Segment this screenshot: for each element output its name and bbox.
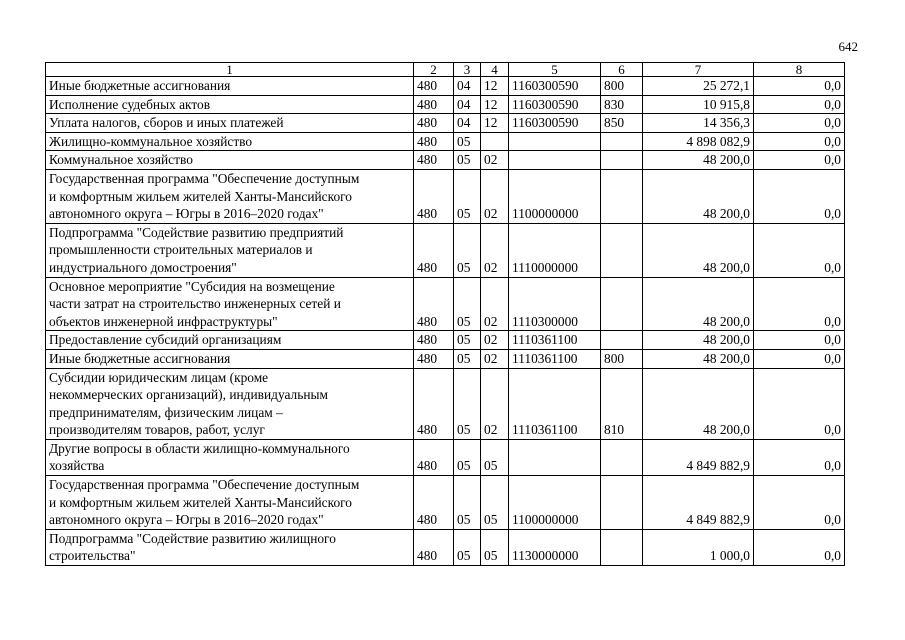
amount-cell: 4 849 882,9 [643,439,754,475]
amount-cell: 48 200,0 [643,151,754,170]
target-article-cell: 1110361100 [509,349,601,368]
subsection-cell [481,132,509,151]
amount-cell-2: 0,0 [754,277,845,331]
amount-cell-2: 0,0 [754,132,845,151]
row-name-cell: Иные бюджетные ассигнования [46,77,414,96]
page-number: 642 [838,39,858,54]
table-row [46,368,845,439]
header-cell: 2 [414,63,454,77]
table-row [46,349,845,368]
amount-cell-2: 0,0 [754,77,845,96]
header-cell: 7 [643,63,754,77]
amount-cell-2: 0,0 [754,95,845,114]
subsection-cell: 12 [481,95,509,114]
expense-type-cell: 830 [601,95,643,114]
amount-cell-2: 0,0 [754,223,845,277]
section-cell: 05 [454,349,481,368]
amount-cell: 48 200,0 [643,331,754,350]
section-cell: 05 [454,331,481,350]
amount-cell-2: 0,0 [754,349,845,368]
table-row [46,529,845,565]
amount-cell: 10 915,8 [643,95,754,114]
row-name-cell: Коммунальное хозяйство [46,151,414,170]
expense-type-cell [601,132,643,151]
rzd-cell: 480 [414,277,454,331]
expense-type-cell: 800 [601,77,643,96]
subsection-cell: 02 [481,331,509,350]
subsection-cell: 02 [481,349,509,368]
header-cell: 6 [601,63,643,77]
rzd-cell: 480 [414,151,454,170]
amount-cell-2: 0,0 [754,114,845,133]
rzd-cell: 480 [414,368,454,439]
row-name-cell: Жилищно-коммунальное хозяйство [46,132,414,151]
amount-cell: 48 200,0 [643,349,754,368]
amount-cell-2: 0,0 [754,368,845,439]
amount-cell-2: 0,0 [754,331,845,350]
table-row [46,331,845,350]
table-row [46,114,845,133]
expense-type-cell [601,476,643,530]
section-cell: 05 [454,476,481,530]
target-article-cell: 1110300000 [509,277,601,331]
table-row [46,476,845,530]
header-cell: 8 [754,63,845,77]
row-name-cell: Государственная программа "Обеспечение доступным и комфортным жильем жителей Ханты-Мансийского автономного округа – Югры в 2016–2020 годах" [46,476,414,530]
row-name-cell: Субсидии юридическим лицам (кроме некоммерческих организаций), индивидуальным предпринимателям, физическим лицам – производителям товаров, работ, услуг [46,368,414,439]
row-name-cell: Основное мероприятие "Субсидия на возмещение части затрат на строительство инженерных сетей и объектов инженерной инфраструктуры" [46,277,414,331]
target-article-cell: 1110361100 [509,331,601,350]
target-article-cell: 1100000000 [509,476,601,530]
subsection-cell: 02 [481,169,509,223]
rzd-cell: 480 [414,114,454,133]
header-cell: 4 [481,63,509,77]
amount-cell: 48 200,0 [643,368,754,439]
subsection-cell: 05 [481,529,509,565]
amount-cell: 25 272,1 [643,77,754,96]
amount-cell: 4 898 082,9 [643,132,754,151]
target-article-cell [509,151,601,170]
amount-cell-2: 0,0 [754,476,845,530]
row-name-cell: Подпрограмма "Содействие развитию жилищного строительства" [46,529,414,565]
expense-type-cell: 850 [601,114,643,133]
amount-cell: 48 200,0 [643,169,754,223]
table-row [46,132,845,151]
table-row [46,439,845,475]
section-cell: 05 [454,223,481,277]
expense-type-cell: 800 [601,349,643,368]
section-cell: 05 [454,151,481,170]
table-row [46,77,845,96]
subsection-cell: 05 [481,439,509,475]
target-article-cell: 1110000000 [509,223,601,277]
rzd-cell: 480 [414,476,454,530]
expense-type-cell: 810 [601,368,643,439]
rzd-cell: 480 [414,223,454,277]
table-row [46,151,845,170]
section-cell: 05 [454,368,481,439]
section-cell: 05 [454,132,481,151]
target-article-cell [509,132,601,151]
expense-type-cell [601,439,643,475]
rzd-cell: 480 [414,169,454,223]
table-row [46,277,845,331]
row-name-cell: Предоставление субсидий организациям [46,331,414,350]
target-article-cell: 1160300590 [509,77,601,96]
rzd-cell: 480 [414,439,454,475]
subsection-cell: 02 [481,151,509,170]
target-article-cell: 1110361100 [509,368,601,439]
amount-cell-2: 0,0 [754,439,845,475]
rzd-cell: 480 [414,95,454,114]
table-row [46,169,845,223]
target-article-cell: 1100000000 [509,169,601,223]
expense-type-cell [601,277,643,331]
row-name-cell: Подпрограмма "Содействие развитию предприятий промышленности строительных материалов и индустриального домостроения" [46,223,414,277]
header-row [46,63,845,77]
amount-cell: 1 000,0 [643,529,754,565]
target-article-cell [509,439,601,475]
row-name-cell: Иные бюджетные ассигнования [46,349,414,368]
rzd-cell: 480 [414,132,454,151]
section-cell: 05 [454,169,481,223]
row-name-cell: Другие вопросы в области жилищно-коммунального хозяйства [46,439,414,475]
budget-table [45,62,845,566]
rzd-cell: 480 [414,331,454,350]
header-cell: 1 [46,63,414,77]
amount-cell: 4 849 882,9 [643,476,754,530]
amount-cell: 48 200,0 [643,223,754,277]
section-cell: 04 [454,114,481,133]
row-name-cell: Исполнение судебных актов [46,95,414,114]
expense-type-cell [601,223,643,277]
expense-type-cell [601,529,643,565]
expense-type-cell [601,331,643,350]
amount-cell: 14 356,3 [643,114,754,133]
section-cell: 04 [454,77,481,96]
row-name-cell: Государственная программа "Обеспечение доступным и комфортным жильем жителей Ханты-Мансийского автономного округа – Югры в 2016–2020 годах" [46,169,414,223]
target-article-cell: 1160300590 [509,95,601,114]
section-cell: 05 [454,439,481,475]
rzd-cell: 480 [414,77,454,96]
header-cell: 5 [509,63,601,77]
table-row [46,95,845,114]
subsection-cell: 02 [481,277,509,331]
section-cell: 05 [454,277,481,331]
amount-cell: 48 200,0 [643,277,754,331]
header-cell: 3 [454,63,481,77]
subsection-cell: 12 [481,77,509,96]
row-name-cell: Уплата налогов, сборов и иных платежей [46,114,414,133]
rzd-cell: 480 [414,349,454,368]
section-cell: 05 [454,529,481,565]
target-article-cell: 1130000000 [509,529,601,565]
subsection-cell: 02 [481,223,509,277]
subsection-cell: 02 [481,368,509,439]
expense-type-cell [601,169,643,223]
amount-cell-2: 0,0 [754,529,845,565]
table-body [46,63,845,566]
target-article-cell: 1160300590 [509,114,601,133]
amount-cell-2: 0,0 [754,151,845,170]
table-row [46,223,845,277]
subsection-cell: 05 [481,476,509,530]
rzd-cell: 480 [414,529,454,565]
expense-type-cell [601,151,643,170]
amount-cell-2: 0,0 [754,169,845,223]
subsection-cell: 12 [481,114,509,133]
section-cell: 04 [454,95,481,114]
